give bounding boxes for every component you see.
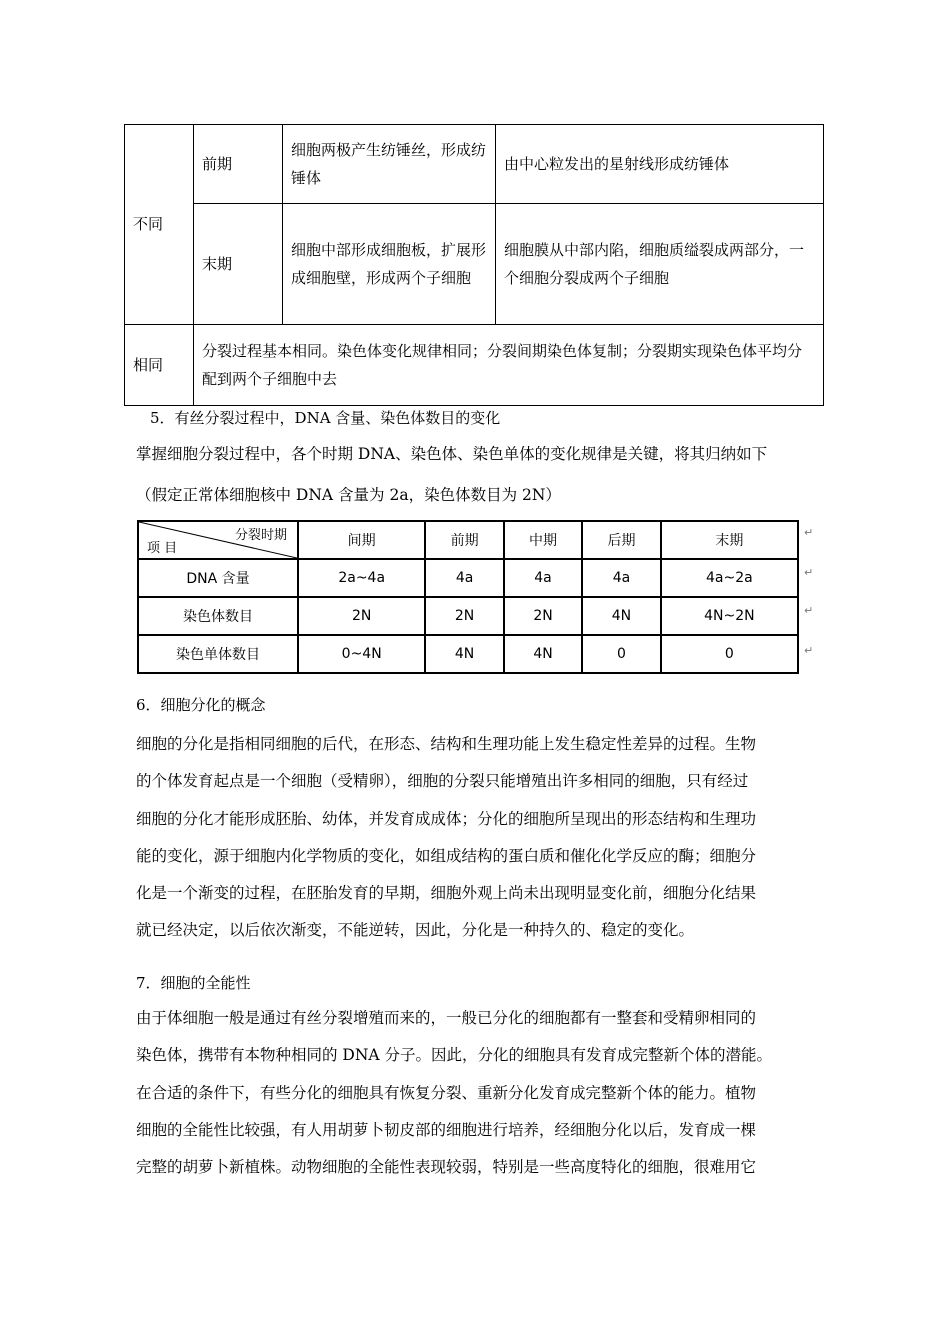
dna-chromosome-table xyxy=(137,520,799,674)
diagonal-header-cell xyxy=(138,521,298,559)
table-cell: 2N xyxy=(425,597,503,635)
table-cell: 0 xyxy=(661,635,798,673)
differ-label: 不同 xyxy=(125,125,194,325)
col-telophase: 末期 xyxy=(661,521,798,559)
section6-line: 化是一个渐变的过程，在胚胎发育的早期，细胞外观上尚未出现明显变化前，细胞分化结果 xyxy=(136,884,757,903)
section7-line: 染色体，携带有本物种相同的 DNA 分子。因此，分化的细胞具有发育成完整新个体的潜能。 xyxy=(136,1046,773,1065)
table-cell: 0 xyxy=(582,635,660,673)
col-prophase: 前期 xyxy=(425,521,503,559)
same-text-cell: 分裂过程基本相同。染色体变化规律相同；分裂间期染色体复制；分裂期实现染色体平均分配到两个子细胞中去 xyxy=(194,324,824,405)
table-cell: 0~4N xyxy=(298,635,425,673)
row-label-chromatid: 染色单体数目 xyxy=(138,635,298,673)
row-label-dna: DNA 含量 xyxy=(138,559,298,597)
table-cell: 4a xyxy=(425,559,503,597)
table-cell: 2N xyxy=(298,597,425,635)
table-cell: 4a xyxy=(582,559,660,597)
section6-line: 细胞的分化才能形成胚胎、幼体，并发育成成体；分化的细胞所呈现出的形态结构和生理功 xyxy=(136,809,757,828)
section6-line: 能的变化，源于细胞内化学物质的变化，如组成结构的蛋白质和催化化学反应的酶；细胞分 xyxy=(136,846,757,865)
table-cell: 4N xyxy=(582,597,660,635)
col-metaphase: 中期 xyxy=(504,521,582,559)
table-cell: 4N xyxy=(425,635,503,673)
corner-bottom-label: 项 目 xyxy=(147,541,178,556)
return-mark-icon: ↵ xyxy=(804,604,814,617)
table-cell: 2a~4a xyxy=(298,559,425,597)
col-anaphase: 后期 xyxy=(582,521,660,559)
col-interphase: 间期 xyxy=(298,521,425,559)
phase-telophase: 末期 xyxy=(194,204,283,324)
plant-telophase-cell: 细胞中部形成细胞板，扩展形成细胞壁，形成两个子细胞 xyxy=(283,204,496,324)
section5-heading: 5．有丝分裂过程中，DNA 含量、染色体数目的变化 xyxy=(150,409,501,427)
same-label: 相同 xyxy=(125,324,194,405)
section7-body xyxy=(136,1000,826,1186)
return-mark-icon: ↵ xyxy=(804,566,814,579)
section6-line: 细胞的分化是指相同细胞的后代，在形态、结构和生理功能上发生稳定性差异的过程。生物 xyxy=(136,735,757,753)
phase-prophase: 前期 xyxy=(194,125,283,204)
section7-line: 完整的胡萝卜新植株。动物细胞的全能性表现较弱，特别是一些高度特化的细胞，很难用它 xyxy=(136,1158,757,1177)
table-cell: 4a xyxy=(504,559,582,597)
section7-heading: 7．细胞的全能性 xyxy=(136,974,251,992)
section6-body xyxy=(136,726,826,950)
corner-top-label: 分裂时期 xyxy=(234,528,287,543)
section7-line: 细胞的全能性比较强，有人用胡萝卜韧皮部的细胞进行培养，经细胞分化以后，发育成一棵 xyxy=(136,1120,757,1139)
section6-line: 就已经决定，以后依次渐变，不能逆转，因此，分化是一种持久的、稳定的变化。 xyxy=(136,921,695,940)
table-cell: 4N xyxy=(504,635,582,673)
section6-line: 的个体发育起点是一个细胞（受精卵），细胞的分裂只能增殖出许多相同的细胞，只有经过 xyxy=(136,772,749,791)
table-cell: 4N~2N xyxy=(661,597,798,635)
table-cell: 4a~2a xyxy=(661,559,798,597)
animal-telophase-cell: 细胞膜从中部内陷，细胞质缢裂成两部分，一个细胞分裂成两个子细胞 xyxy=(496,204,824,324)
return-mark-icon: ↵ xyxy=(804,644,814,657)
section6-heading: 6．细胞分化的概念 xyxy=(136,696,266,714)
table-cell: 2N xyxy=(504,597,582,635)
plant-prophase-cell: 细胞两极产生纺锤丝，形成纺锤体 xyxy=(283,125,496,204)
return-mark-icon: ↵ xyxy=(804,526,814,539)
section7-line: 在合适的条件下，有些分化的细胞具有恢复分裂、重新分化发育成完整新个体的能力。植物 xyxy=(136,1083,757,1102)
section7-line: 由于体细胞一般是通过有丝分裂增殖而来的，一般已分化的细胞都有一整套和受精卵相同的 xyxy=(136,1009,757,1027)
row-label-chromosome: 染色体数目 xyxy=(138,597,298,635)
mitosis-comparison-table xyxy=(124,124,824,406)
section5-line1: 掌握细胞分裂过程中，各个时期 DNA、染色体、染色单体的变化规律是关键，将其归纳如下 xyxy=(136,445,768,463)
animal-prophase-cell: 由中心粒发出的星射线形成纺锤体 xyxy=(496,125,824,204)
section5-line2: （假定正常体细胞核中 DNA 含量为 2a，染色体数目为 2N） xyxy=(136,486,561,504)
